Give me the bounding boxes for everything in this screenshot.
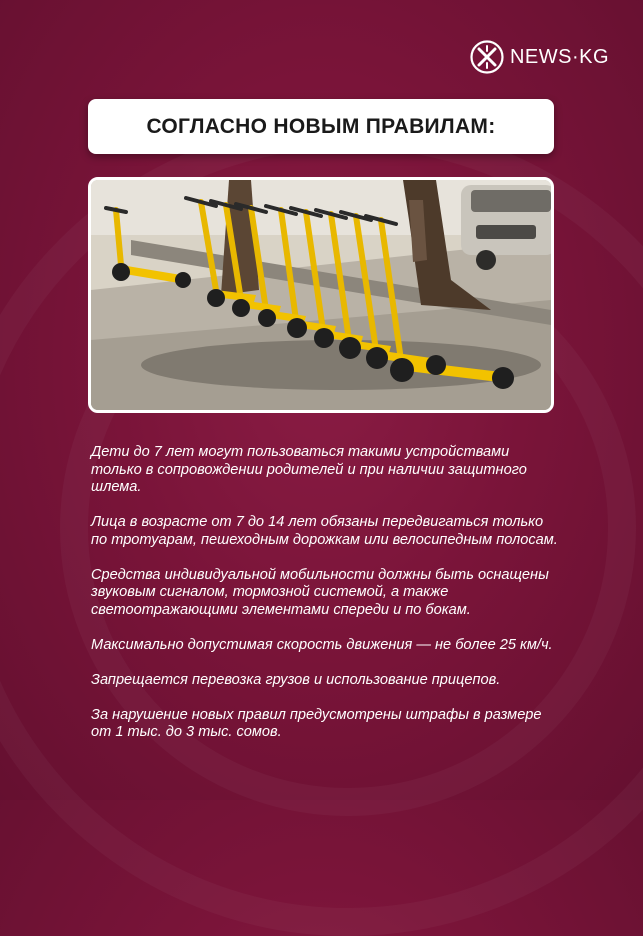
rule-paragraph: Дети до 7 лет могут пользоваться такими устройствами только в сопровождении родителей и при наличии защитного шлема. [91,444,527,495]
brand-logo[interactable] [470,40,609,74]
title-banner [88,99,554,154]
rule-paragraph: Максимально допустимая скорость движения — не более 25 км/ч. [91,636,553,653]
rule-paragraph: Средства индивидуальной мобильности должны быть оснащены звуковым сигналом, тормозной системой, а также светоотражающими элементами спереди и по бокам. [91,566,549,618]
news-kg-logo-icon [470,40,504,74]
page-title: СОГЛАСНО НОВЫМ ПРАВИЛАМ: [146,114,496,138]
scooter-photo [88,177,554,413]
rule-paragraph: Запрещается перевозка грузов и использование прицепов. [91,671,501,688]
rule-paragraph: За нарушение новых правил предусмотрены штрафы в размере от 1 тыс. до 3 тыс. сомов. [91,706,542,740]
rule-paragraph: Лица в возрасте от 7 до 14 лет обязаны передвигаться только по тротуарам, пешеходным дорожкам или велосипедным полосам. [91,514,558,548]
rules-text [91,444,561,759]
scooter-illustration [91,180,551,410]
brand-name: NEWS·KG [509,45,609,68]
